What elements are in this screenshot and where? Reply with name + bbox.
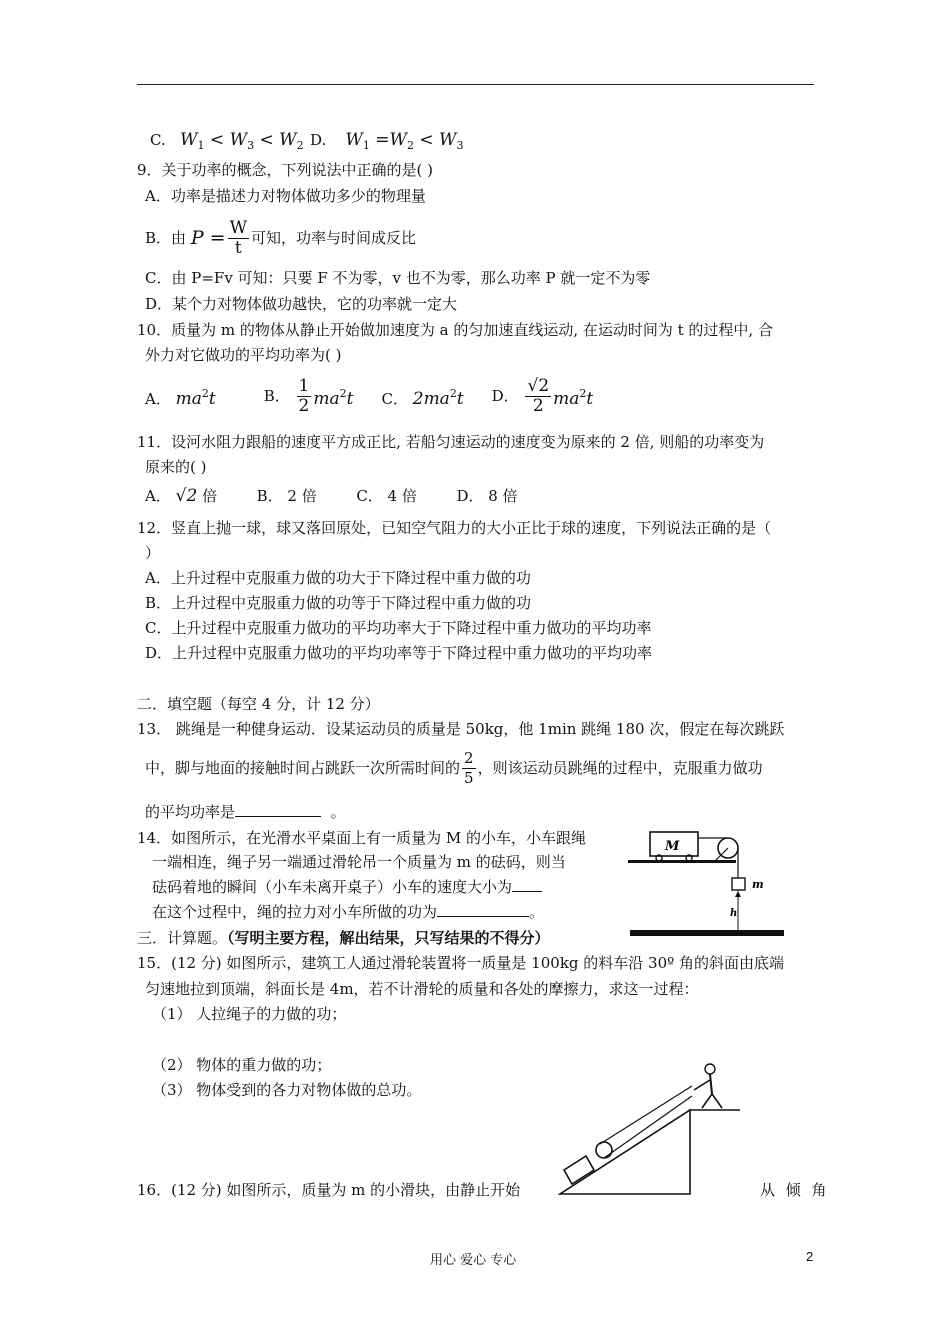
q8-option-c: C. $W_1 < W_3 < W_2$: [150, 130, 304, 152]
table-top: [628, 860, 736, 863]
q10-options: [145, 372, 593, 420]
q15-line-2: 匀速地拉到顶端，斜面长是 4m，若不计滑轮的质量和各处的摩擦力，求这一过程：: [145, 980, 699, 998]
worker-arm: [694, 1080, 710, 1090]
q14-speed-blank[interactable]: [512, 877, 542, 892]
page-footer: 用心 爱心 专心: [430, 1253, 517, 1268]
q14-work-blank[interactable]: [437, 902, 529, 917]
q11-option-d: D． 8 倍: [456, 487, 518, 505]
cart-block: [564, 1156, 594, 1184]
cart-label-M: M: [665, 839, 680, 854]
q15-item-1: （1） 人拉绳子的力做的功；: [152, 1005, 347, 1023]
hanging-mass: [732, 878, 745, 890]
q15-item-2: （2） 物体的重力做的功；: [152, 1056, 332, 1074]
q11-stem-1: 11．设河水阻力跟船的速度平方成正比, 若船匀速运动的速度变为原来的 2 倍, 则船的功率变为: [137, 433, 765, 451]
q13-line-2: 中，脚与地面的接触时间占跳跃一次所需时间的 $\frac{2}{5}$ ，则该运动员跳绳的过程中，克服重力做功: [145, 748, 763, 787]
q12-stem-1: 12．竖直上抛一球，球又落回原处，已知空气阻力的大小正比于球的速度，下列说法正确的是（: [137, 519, 772, 537]
q9-option-a: A．功率是描述力对物体做功多少的物理量: [145, 187, 426, 205]
q11-options: [145, 486, 518, 506]
q11-option-b: B． 2 倍: [256, 487, 317, 505]
q12-option-a: A．上升过程中克服重力做的功大于下降过程中重力做的功: [145, 569, 531, 587]
q12-option-b: B．上升过程中克服重力做的功等于下降过程中重力做的功: [145, 594, 532, 612]
q14-line-3: 砝码着地的瞬间（小车未离开桌子）小车的速度大小为: [152, 877, 542, 897]
worker-head: [705, 1064, 715, 1074]
worker-leg-back: [712, 1094, 722, 1108]
q10-option-b: B． $\frac{1}{2}$ $ma^2t$: [263, 375, 354, 416]
q12-option-c: C．上升过程中克服重力做功的平均功率大于下降过程中重力做功的平均功率: [145, 619, 652, 637]
q10-option-d: D． $\frac{√2}{2}$ $ma^2t$: [491, 375, 594, 416]
q14-figure: [628, 828, 786, 940]
pulley-bracket: [714, 848, 728, 862]
pulley: [596, 1142, 612, 1158]
q11-option-c: C． 4 倍: [356, 487, 417, 505]
mass-label-m: m: [752, 878, 764, 891]
q10-stem-2: 外力对它做功的平均功率为( ): [145, 346, 342, 364]
q9-stem: 9．关于功率的概念，下列说法中正确的是( ): [137, 161, 434, 179]
q11-option-a: A． √2 倍: [145, 486, 218, 506]
worker-body: [710, 1074, 712, 1094]
q16-line-1: 16．(12 分) 如图所示，质量为 m 的小滑块，由静止开始: [137, 1181, 521, 1199]
height-arrow-head: [735, 891, 741, 897]
q9-option-b: B．由 P = $\frac{W}{t}$ 可知，功率与时间成反比: [145, 217, 417, 258]
rope-lower: [604, 1096, 692, 1158]
q10-stem-1: 10．质量为 m 的物体从静止开始做加速度为 a 的匀加速直线运动, 在运动时间为 t 的过程中, 合: [137, 321, 773, 339]
rope-upper: [600, 1086, 692, 1144]
q13-line-1: 13． 跳绳是一种健身运动．设某运动员的质量是 50kg，他 1min 跳绳 180 次，假定在每次跳跃: [137, 720, 785, 738]
q9-option-d: D．某个力对物体做功越快，它的功率就一定大: [145, 295, 458, 313]
q14-line-2: 一端相连，绳子另一端通过滑轮吊一个质量为 m 的砝码，则当: [152, 853, 566, 871]
q9-option-c: C．由 P=Fv 可知：只要 F 不为零，v 也不为零，那么功率 P 就一定不为零: [145, 269, 651, 287]
q12-option-d: D．上升过程中克服重力做功的平均功率等于下降过程中重力做功的平均功率: [145, 644, 653, 662]
section-3-heading: 三．计算题。（写明主要方程，解出结果，只写结果的不得分）: [137, 929, 550, 947]
q8-option-d: D. $W_1 =W_2 < W_3$: [310, 130, 464, 152]
q14-line-1: 14．如图所示，在光滑水平桌面上有一质量为 M 的小车，小车跟绳: [137, 829, 586, 847]
q13-answer-blank[interactable]: [235, 802, 321, 817]
q10-option-c: C． $2ma^2t$: [381, 386, 464, 409]
q15-line-1: 15．(12 分) 如图所示，建筑工人通过滑轮装置将一质量是 100kg 的料车沿 30º 角的斜面由底端: [137, 954, 784, 972]
q10-option-a: A． $ma^2t$: [145, 386, 216, 409]
q13-line-3: 的平均功率是 。: [145, 803, 346, 821]
section-2-heading: 二．填空题（每空 4 分，计 12 分）: [137, 695, 380, 713]
page-number: 2: [806, 1249, 814, 1264]
q15-item-3: （3） 物体受到的各力对物体做的总功。: [152, 1081, 422, 1099]
q16-line-1-tail: 从 倾 角: [760, 1181, 830, 1199]
q12-stem-2: ）: [145, 544, 161, 562]
q14-line-4: 在这个过程中，绳的拉力对小车所做的功为 。: [152, 903, 545, 921]
ground: [630, 930, 784, 936]
height-label-h: h: [730, 908, 738, 919]
header-rule: [137, 84, 814, 85]
q11-stem-2: 原来的( ): [145, 458, 207, 476]
worker-leg-front: [702, 1094, 712, 1108]
q15-figure: [552, 1052, 752, 1197]
incline: [560, 1110, 690, 1194]
